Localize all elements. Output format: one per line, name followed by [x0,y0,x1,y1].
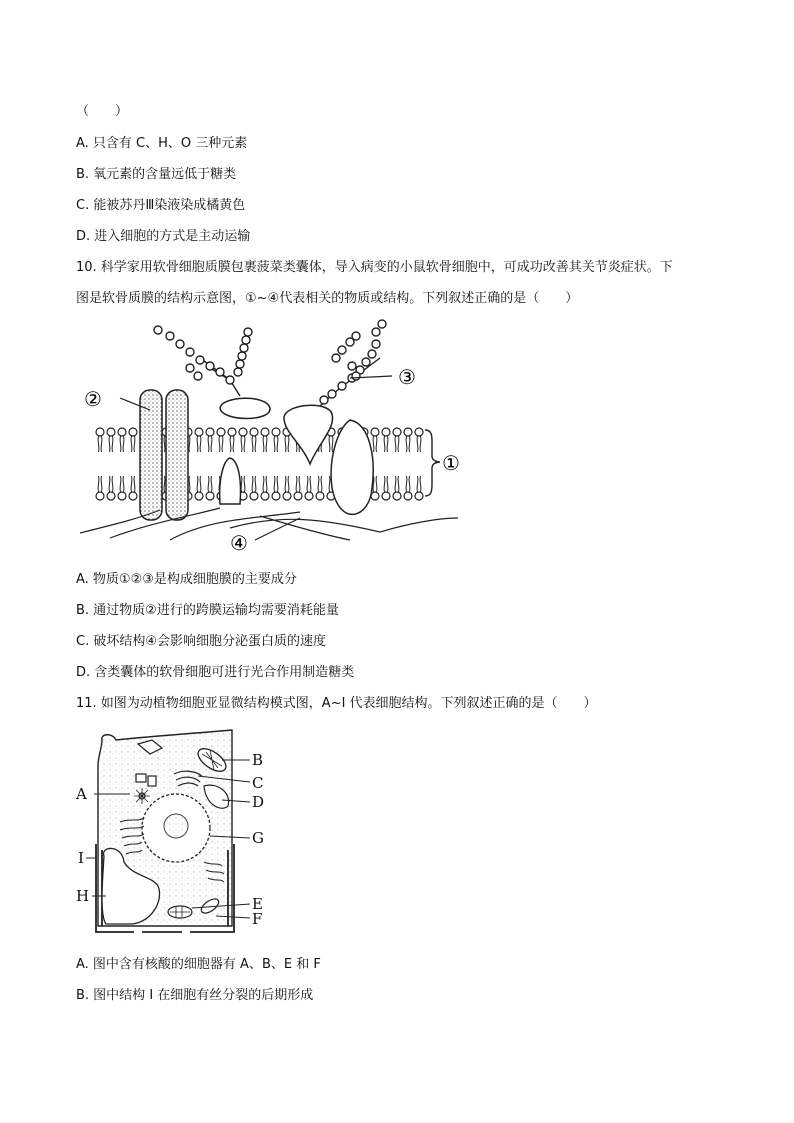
q9-bracket: （ ） [76,104,129,119]
q9-option-b: B. 氧元素的含量远低于糖类 [76,167,237,182]
label-H: H [76,887,90,905]
phospholipid-inner [415,476,423,500]
phospholipid-inner [96,476,104,500]
phospholipid-outer [96,428,104,452]
phospholipid-outer [261,428,269,452]
phospholipid-inner [294,476,302,500]
q11-option-b: B. 图中结构 I 在细胞有丝分裂的后期形成 [76,988,314,1003]
membrane-diagram [80,318,480,558]
phospholipid-outer [382,428,390,452]
phospholipid-outer [206,428,214,452]
phospholipid-outer [404,428,412,452]
phospholipid-inner [261,476,269,500]
phospholipid-inner [250,476,258,500]
phospholipid-inner [206,476,214,500]
label-1: ① [442,451,460,475]
phospholipid-outer [228,428,236,452]
embedded-protein-bottom [220,458,241,504]
phospholipid-outer [371,428,379,452]
phospholipid-inner [316,476,324,500]
phospholipid-outer [107,428,115,452]
phospholipid-outer [129,428,137,452]
label-B: B [252,751,264,769]
peripheral-protein-top [220,398,270,418]
q9-option-c: C. 能被苏丹Ⅲ染液染成橘黄色 [76,198,246,213]
bilayer-brace [425,430,440,496]
embedded-protein-mid [284,405,333,464]
cytoskeleton-fibers [80,508,458,540]
phospholipid-inner [393,476,401,500]
phospholipid-outer [415,428,423,452]
phospholipid-inner [129,476,137,500]
q10-stem-line1: 10. 科学家用软骨细胞质膜包裹菠菜类囊体，导入病变的小鼠软骨细胞中，可成功改善其关节炎症状。下 [76,260,673,275]
phospholipid-outer [393,428,401,452]
phospholipid-outer [118,428,126,452]
transmembrane-protein-large [331,420,373,514]
channel-protein-2 [166,390,188,520]
phospholipid-inner [107,476,115,500]
label-2: ② [84,387,102,411]
q10-option-b: B. 通过物质②进行的跨膜运输均需要消耗能量 [76,603,339,618]
cell-diagram [72,726,282,946]
phospholipid-inner [283,476,291,500]
q9-option-a: A. 只含有 C、H、O 三种元素 [76,136,248,151]
label-E: E [252,895,263,913]
phospholipid-inner [118,476,126,500]
phospholipid-inner [382,476,390,500]
phospholipid-outer [272,428,280,452]
glycan-chain-left [154,326,252,396]
phospholipid-inner [305,476,313,500]
phospholipid-outer [250,428,258,452]
q11-stem: 11. 如图为动植物细胞亚显微结构模式图，A~I 代表细胞结构。下列叙述正确的是（ ） [76,696,597,711]
q10-option-c: C. 破坏结构④会影响细胞分泌蛋白质的速度 [76,634,326,649]
phospholipid-outer [195,428,203,452]
phospholipid-outer [217,428,225,452]
glycan-chain-right [320,320,386,406]
label-I: I [78,849,84,867]
label-G: G [252,829,264,847]
q10-option-a: A. 物质①②③是构成细胞膜的主要成分 [76,572,297,587]
phospholipid-inner [195,476,203,500]
phospholipid-inner [272,476,280,500]
label-3: ③ [398,365,416,389]
q10-option-d: D. 含类囊体的软骨细胞可进行光合作用制造糖类 [76,665,355,680]
label-D: D [252,793,265,811]
label-F: F [252,910,263,928]
label-A: A [76,785,87,803]
phospholipid-outer [239,428,247,452]
q9-option-d: D. 进入细胞的方式是主动运输 [76,229,251,244]
q10-stem-line2: 图是软骨质膜的结构示意图，①~④代表相关的物质或结构。下列叙述正确的是（ ） [76,291,579,306]
channel-protein-1 [140,390,162,520]
label-C: C [252,774,264,792]
phospholipid-inner [404,476,412,500]
label-4: ④ [230,531,248,555]
nucleolus [164,814,188,838]
q11-option-a: A. 图中含有核酸的细胞器有 A、B、E 和 F [76,957,321,972]
